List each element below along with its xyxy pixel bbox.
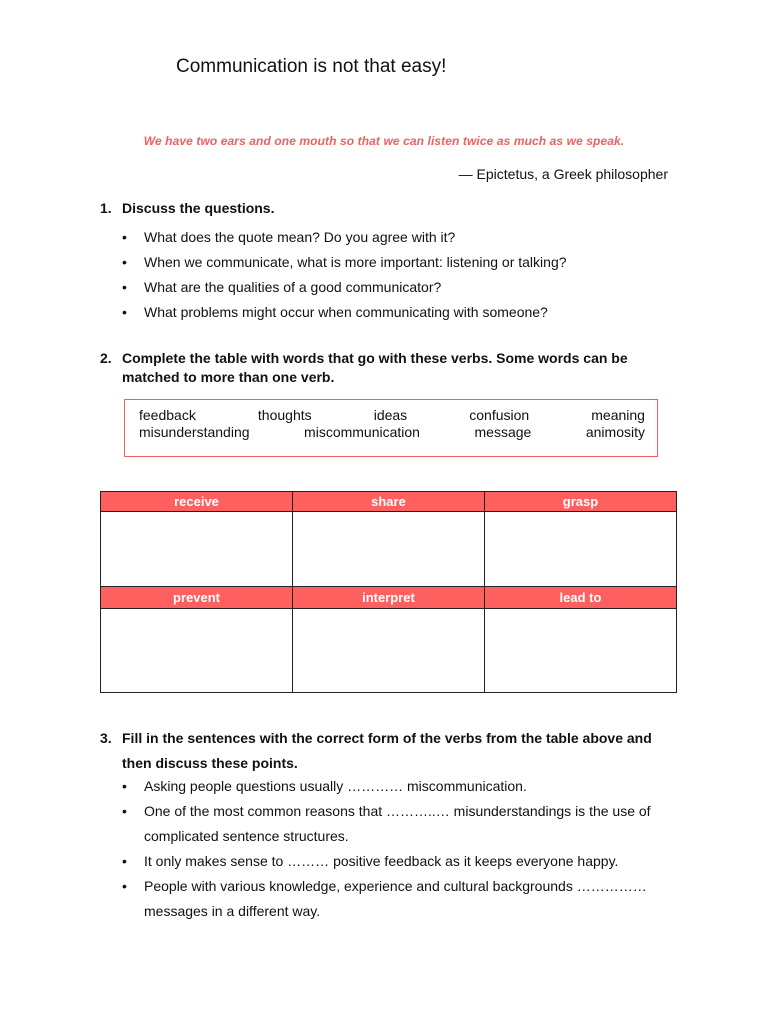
answer-cell[interactable] — [293, 609, 485, 693]
word-item: animosity — [585, 424, 645, 440]
section-1-number: 1. — [100, 200, 112, 216]
section-2-number: 2. — [100, 350, 112, 366]
section-1-heading — [100, 199, 670, 218]
word-item: confusion — [469, 407, 530, 423]
section-1-text: Discuss the questions. — [122, 200, 275, 216]
quote-author: — Epictetus, a Greek philosopher — [458, 166, 668, 182]
section-2-text: Complete the table with words that go with these verbs. Some words can be matched to more than one verb. — [122, 350, 628, 385]
quote: We have two ears and one mouth so that we can listen twice as much as we speak. — [143, 134, 625, 148]
verb-table-bottom — [100, 586, 677, 693]
word-item: message — [474, 424, 532, 440]
column-header-lead-to: lead to — [485, 587, 677, 609]
list-item: • What are the qualities of a good communicator? — [122, 275, 662, 300]
answer-cell[interactable] — [293, 512, 485, 587]
answer-cell[interactable] — [101, 512, 293, 587]
answer-cell[interactable] — [101, 609, 293, 693]
page-title: Communication is not that easy! — [176, 56, 447, 77]
word-row-2 — [139, 424, 645, 440]
column-header-interpret: interpret — [293, 587, 485, 609]
answer-cell[interactable] — [485, 609, 677, 693]
section-3-text: Fill in the sentences with the correct form of the verbs from the table above and then discuss these points. — [122, 730, 652, 771]
list-item: • When we communicate, what is more important: listening or talking? — [122, 250, 662, 275]
list-item: • What does the quote mean? Do you agree with it? — [122, 225, 662, 250]
section-2-heading — [100, 349, 670, 387]
word-item: feedback — [139, 407, 196, 423]
column-header-receive: receive — [101, 492, 293, 512]
section-1-list — [122, 225, 662, 325]
word-item: ideas — [373, 407, 408, 423]
list-item: • It only makes sense to ……… positive feedback as it keeps everyone happy. — [122, 849, 662, 874]
section-3-number: 3. — [100, 730, 112, 746]
word-box — [124, 399, 658, 457]
word-item: meaning — [591, 407, 645, 423]
word-row-1 — [139, 407, 645, 423]
column-header-share: share — [293, 492, 485, 512]
section-3-heading — [100, 726, 670, 776]
answer-cell[interactable] — [485, 512, 677, 587]
column-header-prevent: prevent — [101, 587, 293, 609]
list-item: • People with various knowledge, experience and cultural backgrounds …………… messages in a different way. — [122, 874, 662, 924]
word-item: miscommunication — [304, 424, 420, 440]
section-3-list — [122, 774, 662, 924]
column-header-grasp: grasp — [485, 492, 677, 512]
list-item: • What problems might occur when communicating with someone? — [122, 300, 662, 325]
verb-table-top — [100, 491, 677, 587]
list-item: • One of the most common reasons that ………..… misunderstandings is the use of complicated sentence structures. — [122, 799, 662, 849]
word-item: misunderstanding — [139, 424, 250, 440]
list-item: • Asking people questions usually ………… miscommunication. — [122, 774, 662, 799]
word-item: thoughts — [257, 407, 312, 423]
